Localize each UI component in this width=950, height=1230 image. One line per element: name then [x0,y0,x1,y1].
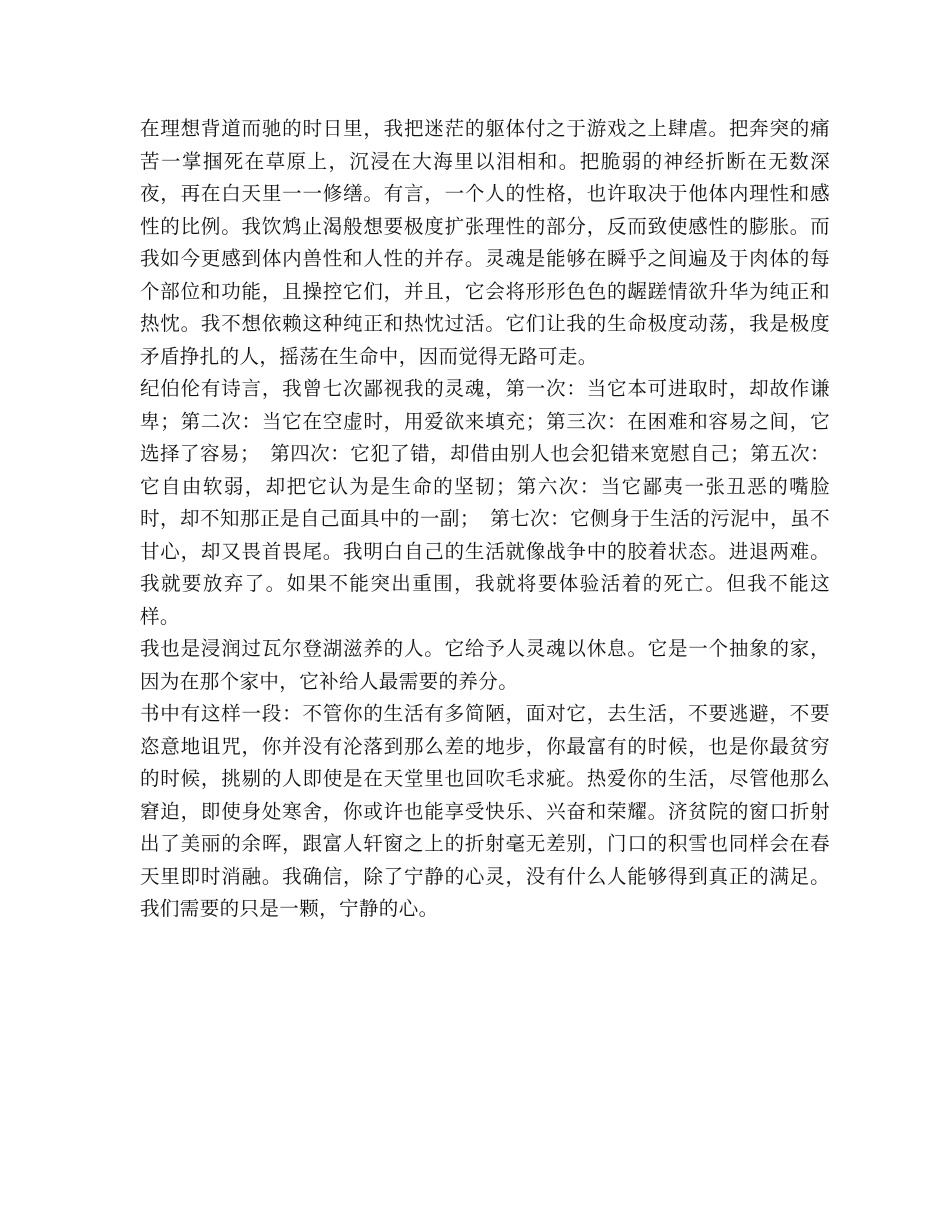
paragraph-1: 在理想背道而驰的时日里，我把迷茫的躯体付之于游戏之上肆虐。把奔突的痛苦一掌掴死在草原上，沉浸在大海里以泪相和。把脆弱的神经折断在无数深夜，再在白天里一一修缮。有言，一个人的性格，也许取决于他体内理性和感性的比例。我饮鸩止渴般想要极度扩张理性的部分，反而致使感性的膨胀。而我如今更感到体内兽性和人性的并存。灵魂是能够在瞬乎之间遍及于肉体的每个部位和功能，且操控它们，并且，它会将形形色色的龌蹉情欲升华为纯正和热忱。我不想依赖这种纯正和热忱过活。它们让我的生命极度动荡，我是极度矛盾挣扎的人，摇荡在生命中，因而觉得无路可走。 [140,117,830,368]
paragraph-2: 纪伯伦有诗言，我曾七次鄙视我的灵魂，第一次：当它本可进取时，却故作谦卑；第二次：当它在空虚时，用爱欲来填充；第三次：在困难和容易之间，它选择了容易； 第四次：它犯了错，却借由别人也会犯错来宽慰自己；第五次：它自由软弱，却把它认为是生命的坚韧；第六次：当它鄙夷一张丑恶的嘴脸时，却不知那正是自己面具中的一副； 第七次：它侧身于生活的污泥中，虽不甘心，却又畏首畏尾。我明白自己的生活就像战争中的胶着状态。进退两难。我就要放弃了。如果不能突出重围，我就将要体验活着的死亡。但我不能这样。 [140,377,830,628]
paragraph-3: 我也是浸润过瓦尔登湖滋养的人。它给予人灵魂以休息。它是一个抽象的家，因为在那个家中，它补给人最需要的养分。 [140,637,830,693]
paragraph-4: 书中有这样一段：不管你的生活有多简陋，面对它，去生活，不要逃避，不要恣意地诅咒，你并没有沦落到那么差的地步，你最富有的时候，也是你最贫穷的时候，挑剔的人即使是在天堂里也回吹毛求疵。热爱你的生活，尽管他那么窘迫，即使身处寒舍，你或许也能享受快乐、兴奋和荣耀。济贫院的窗口折射出了美丽的余晖，跟富人轩窗之上的折射毫无差别，门口的积雪也同样会在春天里即时消融。我确信，除了宁静的心灵，没有什么人能够得到真正的满足。我们需要的只是一颗，宁静的心。 [140,702,830,920]
body-text [140,113,830,926]
